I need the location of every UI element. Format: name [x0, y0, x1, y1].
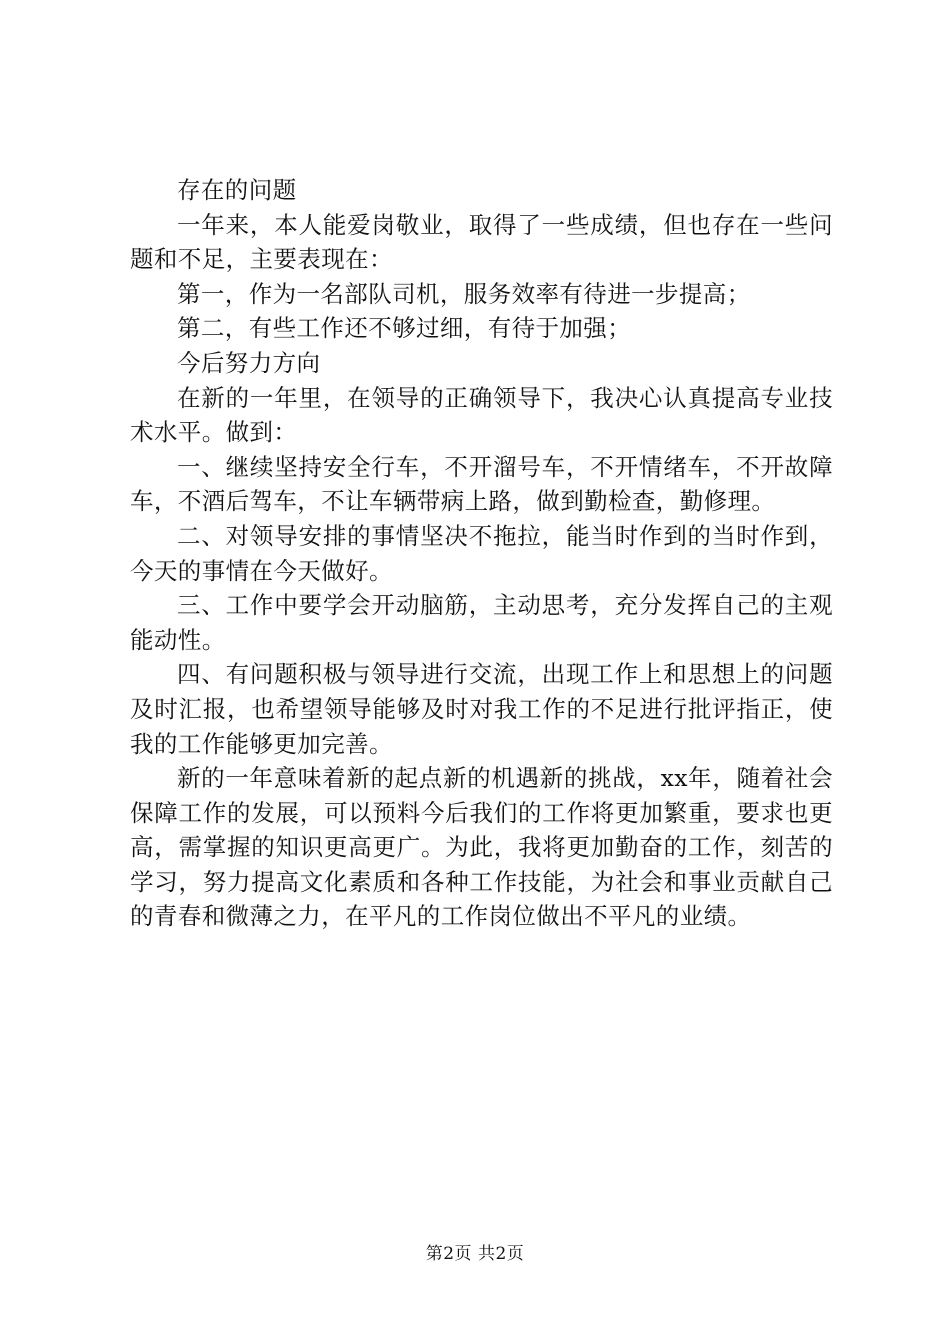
paragraph-item-2: 二、对领导安排的事情坚决不拖拉，能当时作到的当时作到，今天的事情在今天做好。: [130, 521, 833, 585]
paragraph-item-3: 三、工作中要学会开动脑筋，主动思考，充分发挥自己的主观能动性。: [130, 591, 833, 654]
paragraph-item-1: 一、继续坚持安全行车，不开溜号车，不开情绪车，不开故障车，不酒后驾车，不让车辆带病上路，做到勤检查，勤修理。: [130, 452, 833, 516]
paragraph-problem-1: 第一，作为一名部队司机，服务效率有待进一步提高；: [177, 279, 751, 308]
paragraph-intro: 在新的一年里，在领导的正确领导下，我决心认真提高专业技术水平。做到：: [130, 383, 833, 447]
paragraph-conclusion: 新的一年意味着新的起点新的机遇新的挑战，xx年，随着社会保障工作的发展，可以预料今后我们的工作将更加繁重，要求也更高，需掌握的知识更高更广。为此，我将更加勤奋的工作，刻苦的学习，努力提高文化素质和各种工作技能，为社会和事业贡献自己的青春和微薄之力，在平凡的工作岗位做出不平凡的业绩。: [130, 764, 833, 931]
paragraph-item-4: 四、有问题积极与领导进行交流，出现工作上和思想上的问题及时汇报，也希望领导能够及时对我工作的不足进行批评指正，使我的工作能够更加完善。: [130, 660, 833, 758]
paragraph-problem-2: 第二，有些工作还不够过细，有待于加强；: [177, 314, 632, 343]
section-heading-problems: 存在的问题: [177, 176, 297, 204]
document-body: [130, 173, 833, 934]
page-number-footer: 第2页 共2页: [425, 1244, 525, 1264]
paragraph-summary: 一年来，本人能爱岗敬业，取得了一些成绩，但也存在一些问题和不足，主要表现在：: [130, 210, 833, 274]
section-heading-direction: 今后努力方向: [177, 348, 321, 377]
